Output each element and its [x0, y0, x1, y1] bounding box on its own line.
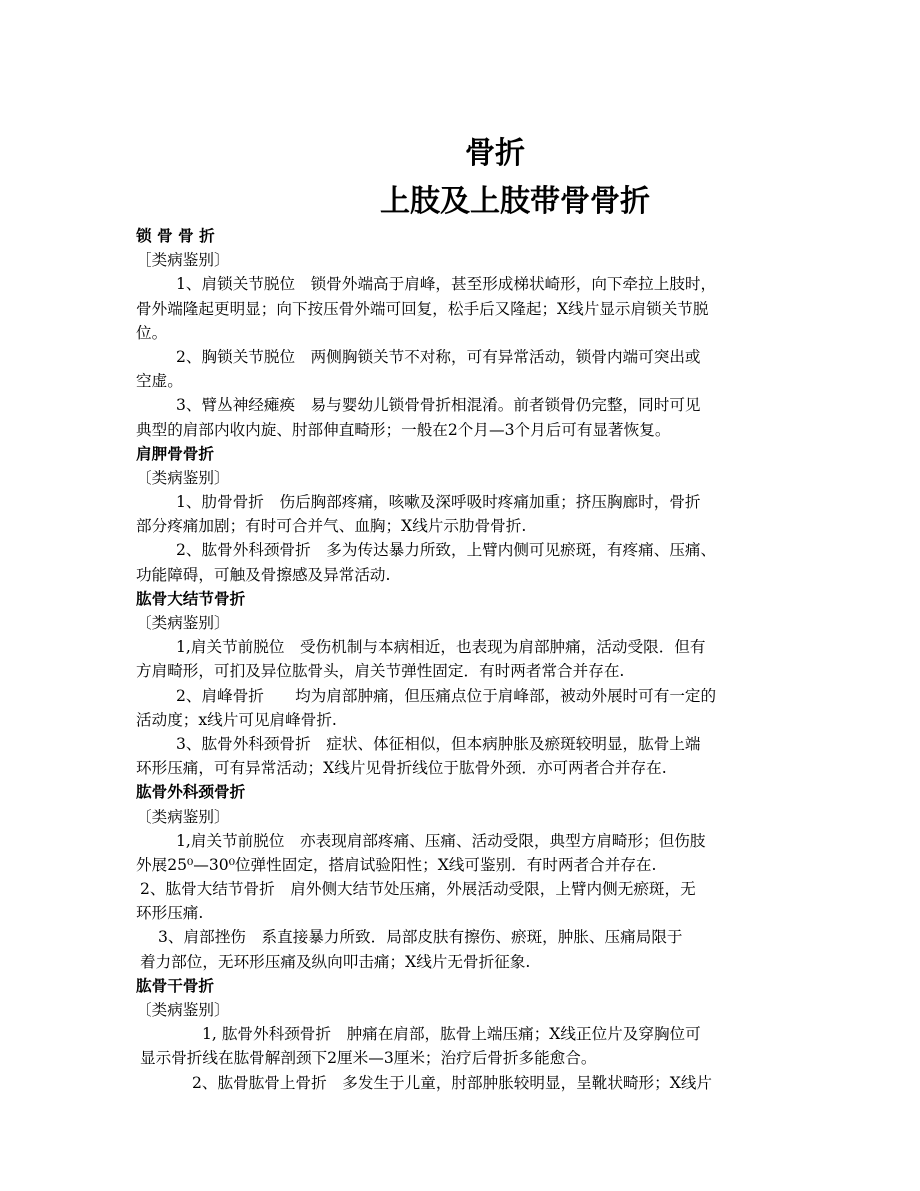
section-humeral-shaft-fracture [136, 974, 800, 1095]
paragraph-line: 2、肱骨肱骨上骨折 多发生于儿童，肘部肿胀较明显，呈靴状畸形；X线片 [192, 1073, 713, 1092]
section-heading: 肩胛骨骨折 [136, 444, 214, 463]
paragraph-line: 2、肱骨大结节骨折 肩外侧大结节处压痛，外展活动受限，上臂内侧无瘀斑，无 [140, 880, 696, 899]
paragraph-line: 骨外端隆起更明显；向下按压骨外端可回复，松手后又隆起；X线片显示肩锁关节脱 [136, 299, 709, 318]
document-body [136, 224, 800, 1095]
paragraph-line: 2、肱骨外科颈骨折 多为传达暴力所致，上臂内侧可见瘀斑，有疼痛、压痛、 [176, 541, 717, 560]
paragraph-line: 空虚。 [136, 372, 183, 391]
paragraph-line: 1、肋骨骨折 伤后胸部疼痛，咳嗽及深呼吸时疼痛加重；挤压胸廊时，骨折 [176, 493, 701, 512]
section-subheading: 〔类病鉴别〕 [136, 1001, 230, 1019]
paragraph-line: 方肩畸形，可扪及异位肱骨头，肩关节弹性固定．有时两者常合并存在. [136, 662, 625, 681]
paragraph-line: 活动度；x线片可见肩峰骨折. [136, 710, 337, 729]
paragraph-line: 1,肩关节前脱位 亦表现肩部疼痛、压痛、活动受限，典型方肩畸形；但伤肢 [176, 831, 706, 850]
paragraph-line: 2、肩峰骨折 均为肩部肿痛，但压痛点位于肩峰部，被动外展时可有一定的 [176, 686, 717, 705]
paragraph-line: 3、肩部挫伤 系直接暴力所致．局部皮肤有擦伤、瘀斑，肿胀、压痛局限于 [158, 928, 683, 947]
section-subheading: 〔类病鉴别〕 [136, 468, 230, 487]
paragraph-line: 典型的肩部内收内旋、肘部伸直畸形；一般在2个月—3个月后可有显著恢复。 [136, 420, 671, 439]
section-greater-tuberosity-fracture [136, 587, 800, 781]
paragraph-line: 1, 肱骨外科颈骨折 肿痛在肩部，肱骨上端压痛；X线正位片及穿胸位可 [202, 1025, 701, 1044]
paragraph-line: 3、肱骨外科颈骨折 症状、体征相似，但本病肿胀及瘀斑较明显，肱骨上端 [176, 734, 701, 753]
section-surgical-neck-fracture [136, 780, 800, 974]
paragraph-line: 1、肩锁关节脱位 锁骨外端高于肩峰，甚至形成梯状崎形，向下牵拉上肢时， [176, 275, 717, 294]
paragraph-line: 功能障碍，可触及骨擦感及异常活动. [136, 565, 391, 584]
paragraph-line: 着力部位，无环形压痛及纵向叩击痛；X线片无骨折征象. [140, 952, 531, 971]
document-subtitle: 上肢及上肢带骨骨折 [380, 184, 650, 219]
paragraph-line: 环形压痛，可有异常活动；X线片见骨折线位于肱骨外颈．亦可两者合并存在. [136, 759, 667, 778]
paragraph-line: 1,肩关节前脱位 受伤机制与本病相近，也表现为肩部肿痛，活动受限．但有 [176, 638, 706, 657]
paragraph-line: 环形压痛. [136, 904, 204, 923]
section-clavicle-fracture [136, 224, 800, 442]
section-heading: 肱骨外科颈骨折 [136, 783, 246, 802]
paragraph-line: 3、臂丛神经瘫痪 易与婴幼儿锁骨骨折相混淆。前者锁骨仍完整，同时可见 [176, 396, 701, 415]
section-subheading: ［类病鉴别〕 [136, 251, 230, 270]
section-heading: 肱骨大结节骨折 [136, 589, 246, 608]
paragraph-line: 部分疼痛加剧；有时可合并气、血胸；X线片示肋骨骨折. [136, 517, 527, 536]
paragraph-line: 外展25⁰—30⁰位弹性固定，搭肩试验阳性；X线可鉴别．有时两者合并存在. [136, 855, 657, 874]
section-subheading: 〔类病鉴别〕 [136, 614, 230, 632]
section-heading: 锁 骨 骨 折 [136, 227, 215, 245]
section-subheading: 〔类病鉴别〕 [136, 807, 230, 826]
document-title: 骨折 [465, 136, 525, 171]
section-scapula-fracture [136, 442, 800, 587]
section-heading: 肱骨干骨折 [136, 976, 214, 995]
paragraph-line: 位。 [136, 323, 168, 342]
paragraph-line: 显示骨折线在肱骨解剖颈下2厘米—3厘米；治疗后骨折多能愈合。 [140, 1049, 597, 1068]
paragraph-line: 2、胸锁关节脱位 两侧胸锁关节不对称，可有异常活动，锁骨内端可突出或 [176, 347, 701, 366]
